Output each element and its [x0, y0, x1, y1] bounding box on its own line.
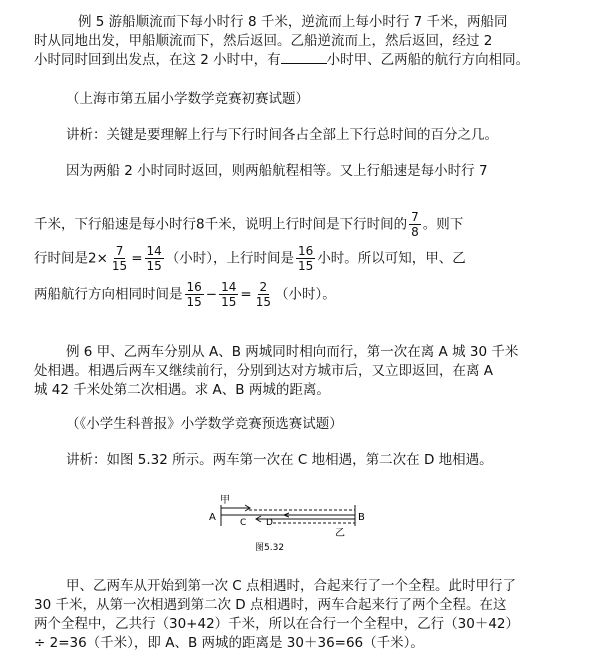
- label-C: C: [240, 518, 247, 528]
- ex5-line-3: [34, 51, 529, 69]
- frac-numerator: 2: [259, 280, 268, 294]
- ex5-para-1: 因为两船 2 小时同时返回，则两船航程相等。又上行船速是每小时行 7: [66, 163, 488, 179]
- ex6-line-1: 例 6 甲、乙两车分别从 A、B 两城同时相向而行，第一次在离 A 城 30 千米: [66, 344, 519, 360]
- ex5-para-2-end: 。则下: [422, 216, 464, 233]
- frac-denominator: 15: [255, 295, 271, 309]
- frac-numerator: 7: [115, 244, 124, 258]
- figure-caption: 图5.32: [255, 543, 285, 553]
- ex5-para-4-a: 两船航行方向相同时间是: [34, 286, 183, 303]
- ex6-line-2: 处相遇。相遇后两车又继续前行，分别到达对方城市后，又立即返回，在离 A: [34, 363, 494, 379]
- ex6-line-3: 城 42 千米处第二次相遇。求 A、B 两城的距离。: [34, 382, 330, 398]
- frac-denominator: 8: [411, 225, 419, 239]
- ex5-source: （上海市第五届小学数学竞赛初赛试题）: [66, 91, 309, 107]
- ex5-line-1: 例 5 游船顺流而下每小时行 8 千米，逆流而上每小时行 7 千米，两船同: [78, 14, 508, 30]
- fraction-14-15: [219, 280, 238, 309]
- frac-numerator: 16: [186, 280, 202, 294]
- ex5-line-3-end: 小时甲、乙两船的航行方向相同。: [326, 52, 530, 68]
- ex6-source: （《小学生科普报》小学数学竞赛预选赛试题）: [66, 416, 343, 432]
- frac-numerator: 7: [411, 210, 419, 224]
- ex5-hint: 讲析：关键是要理解上行与下行时间各占全部上下行总时间的百分之几。: [66, 127, 498, 143]
- fraction-7-15: [110, 244, 129, 273]
- ex6-hint: 讲析：如图 5.32 所示。两车第一次在 C 地相遇，第二次在 D 地相遇。: [66, 452, 493, 468]
- label-yi: 乙: [335, 528, 345, 539]
- frac-denominator: 15: [111, 259, 128, 273]
- label-D: D: [266, 518, 273, 528]
- frac-denominator: 15: [186, 295, 202, 309]
- fraction-16-15: [185, 280, 204, 309]
- frac-numerator: 14: [221, 280, 237, 294]
- label-B: B: [358, 512, 365, 523]
- ex6-solution-1: 甲、乙两车从开始到第一次 C 点相遇时，合起来行了一个全程。此时甲行了: [66, 578, 517, 594]
- ex5-para-3: [34, 244, 466, 273]
- ex5-para-3-a: 行时间是2×: [34, 250, 108, 267]
- frac-numerator: 14: [146, 244, 162, 258]
- ex6-solution-3: 两个全程中，乙共行（30+42）千米，所以在合行一个全程中，乙行（30＋42）: [34, 616, 520, 632]
- ex5-para-4-end: （小时）。: [274, 286, 336, 303]
- answer-blank: [281, 51, 327, 64]
- frac-denominator: 15: [146, 259, 162, 273]
- fraction-7-8: [409, 210, 421, 239]
- ex5-para-4: [34, 280, 336, 309]
- fraction-16-15: [296, 244, 315, 273]
- ex5-line-3-start: 小时同时回到出发点，在这 2 小时中，有: [34, 52, 281, 68]
- frac-denominator: 15: [221, 295, 237, 309]
- fraction-2-15: [254, 280, 273, 309]
- ex5-para-2: [34, 210, 463, 239]
- ex5-para-3-c: （小时），上行时间是: [165, 250, 295, 267]
- fraction-14-15: [145, 244, 164, 273]
- label-A: A: [209, 512, 216, 523]
- figure-5-32: [209, 493, 369, 553]
- frac-numerator: 16: [298, 244, 314, 258]
- ex6-solution-4: ÷ 2=36（千米），即 A、B 两城的距离是 30＋36=66（千米）。: [34, 635, 424, 651]
- equals-sign: =: [240, 286, 252, 303]
- frac-denominator: 15: [298, 259, 314, 273]
- ex5-para-3-d: 小时。所以可知，甲、乙: [317, 250, 466, 267]
- ex5-line-2: 时从同地出发，甲船顺流而下，然后返回。乙船逆流而上，然后返回，经过 2: [34, 33, 493, 49]
- minus-sign: −: [205, 286, 218, 303]
- label-jia: 甲: [220, 495, 230, 506]
- ex5-para-2-start: 千米，下行船速是每小时行8千米，说明上行时间是下行时间的: [34, 216, 408, 233]
- ex6-solution-2: 30 千米，从第一次相遇到第二次 D 点相遇时，两车合起来行了两个全程。在这: [34, 597, 507, 613]
- ex5-para-3-eq: =: [131, 250, 143, 267]
